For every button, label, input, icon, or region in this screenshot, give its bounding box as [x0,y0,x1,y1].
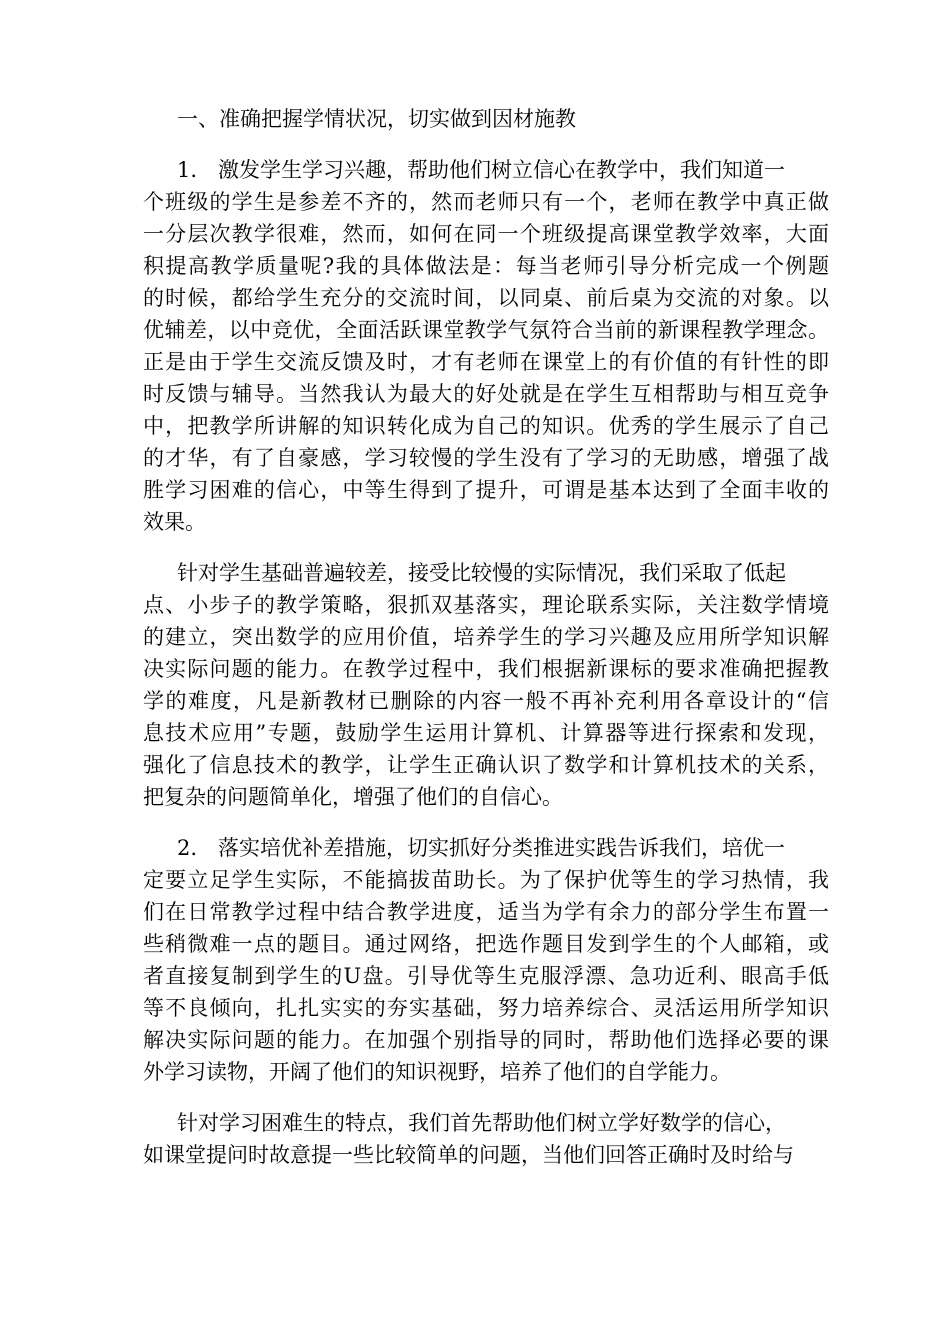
text-line: 把复杂的问题简单化，增强了他们的自信心。 [143,785,563,809]
text-line: 积提高教学质量呢?我的具体做法是：每当老师引导分析完成一个例题 [143,254,829,278]
text-line: 的建立，突出数学的应用价值，培养学生的学习兴趣及应用所学知识解 [143,625,829,649]
text-line: 中，把教学所讲解的知识转化成为自己的知识。优秀的学生展示了自己 [143,414,829,438]
text-line: 解决实际问题的能力。在加强个别指导的同时，帮助他们选择必要的课 [143,1028,829,1052]
text-line: 的时候，都给学生充分的交流时间，以同桌、前后桌为交流的对象。以 [143,286,829,310]
text-line: 1. 激发学生学习兴趣，帮助他们树立信心在教学中，我们知道一 [177,158,786,182]
text-line: 点、小步子的教学策略，狠抓双基落实，理论联系实际，关注数学情境 [143,593,829,617]
text-line: 时反馈与辅导。当然我认为最大的好处就是在学生互相帮助与相互竞争 [143,382,829,406]
text-line: 效果。 [143,510,206,534]
paragraph [143,154,829,538]
text-line: 息技术应用”专题，鼓励学生运用计算机、计算器等进行探索和发现， [143,721,829,745]
section-heading: 一、准确把握学情状况，切实做到因材施教 [177,107,576,131]
text-line: 如课堂提问时故意提一些比较简单的问题，当他们回答正确时及时给与 [143,1143,794,1167]
text-line: 者直接复制到学生的U盘。引导优等生克服浮漂、急功近利、眼高手低 [143,964,829,988]
text-line: 个班级的学生是参差不齐的，然而老师只有一个，老师在教学中真正做 [143,190,829,214]
text-line: 些稍微难一点的题目。通过网络，把选作题目发到学生的个人邮箱，或 [143,932,829,956]
paragraph [143,1107,829,1171]
text-line: 正是由于学生交流反馈及时，才有老师在课堂上的有价值的有针性的即 [143,350,829,374]
text-line: 们在日常教学过程中结合教学进度，适当为学有余力的部分学生布置一 [143,900,829,924]
text-line: 针对学习困难生的特点，我们首先帮助他们树立学好数学的信心， [177,1111,786,1135]
paragraph [143,832,829,1088]
text-line: 2. 落实培优补差措施，切实抓好分类推进实践告诉我们，培优一 [177,836,786,860]
text-line: 决实际问题的能力。在教学过程中，我们根据新课标的要求准确把握教 [143,657,829,681]
text-line: 胜学习困难的信心，中等生得到了提升，可谓是基本达到了全面丰收的 [143,478,829,502]
paragraph-list [143,154,829,1171]
text-line: 等不良倾向，扎扎实实的夯实基础，努力培养综合、灵活运用所学知识 [143,996,829,1020]
text-line: 定要立足学生实际，不能搞拔苗助长。为了保护优等生的学习热情，我 [143,868,829,892]
document-body [143,103,829,1190]
text-line: 的才华，有了自豪感，学习较慢的学生没有了学习的无助感，增强了战 [143,446,829,470]
text-line: 强化了信息技术的教学，让学生正确认识了数学和计算机技术的关系， [143,753,829,777]
paragraph [143,557,829,813]
text-line: 学的难度，凡是新教材已删除的内容一般不再补充利用各章设计的“信 [143,689,829,713]
text-line: 外学习读物，开阔了他们的知识视野，培养了他们的自学能力。 [143,1060,731,1084]
text-line: 针对学生基础普遍较差，接受比较慢的实际情况，我们采取了低起 [177,561,786,585]
text-line: 一分层次教学很难，然而，如何在同一个班级提高课堂教学效率，大面 [143,222,829,246]
text-line: 优辅差，以中竞优，全面活跃课堂教学气氛符合当前的新课程教学理念。 [143,318,829,342]
